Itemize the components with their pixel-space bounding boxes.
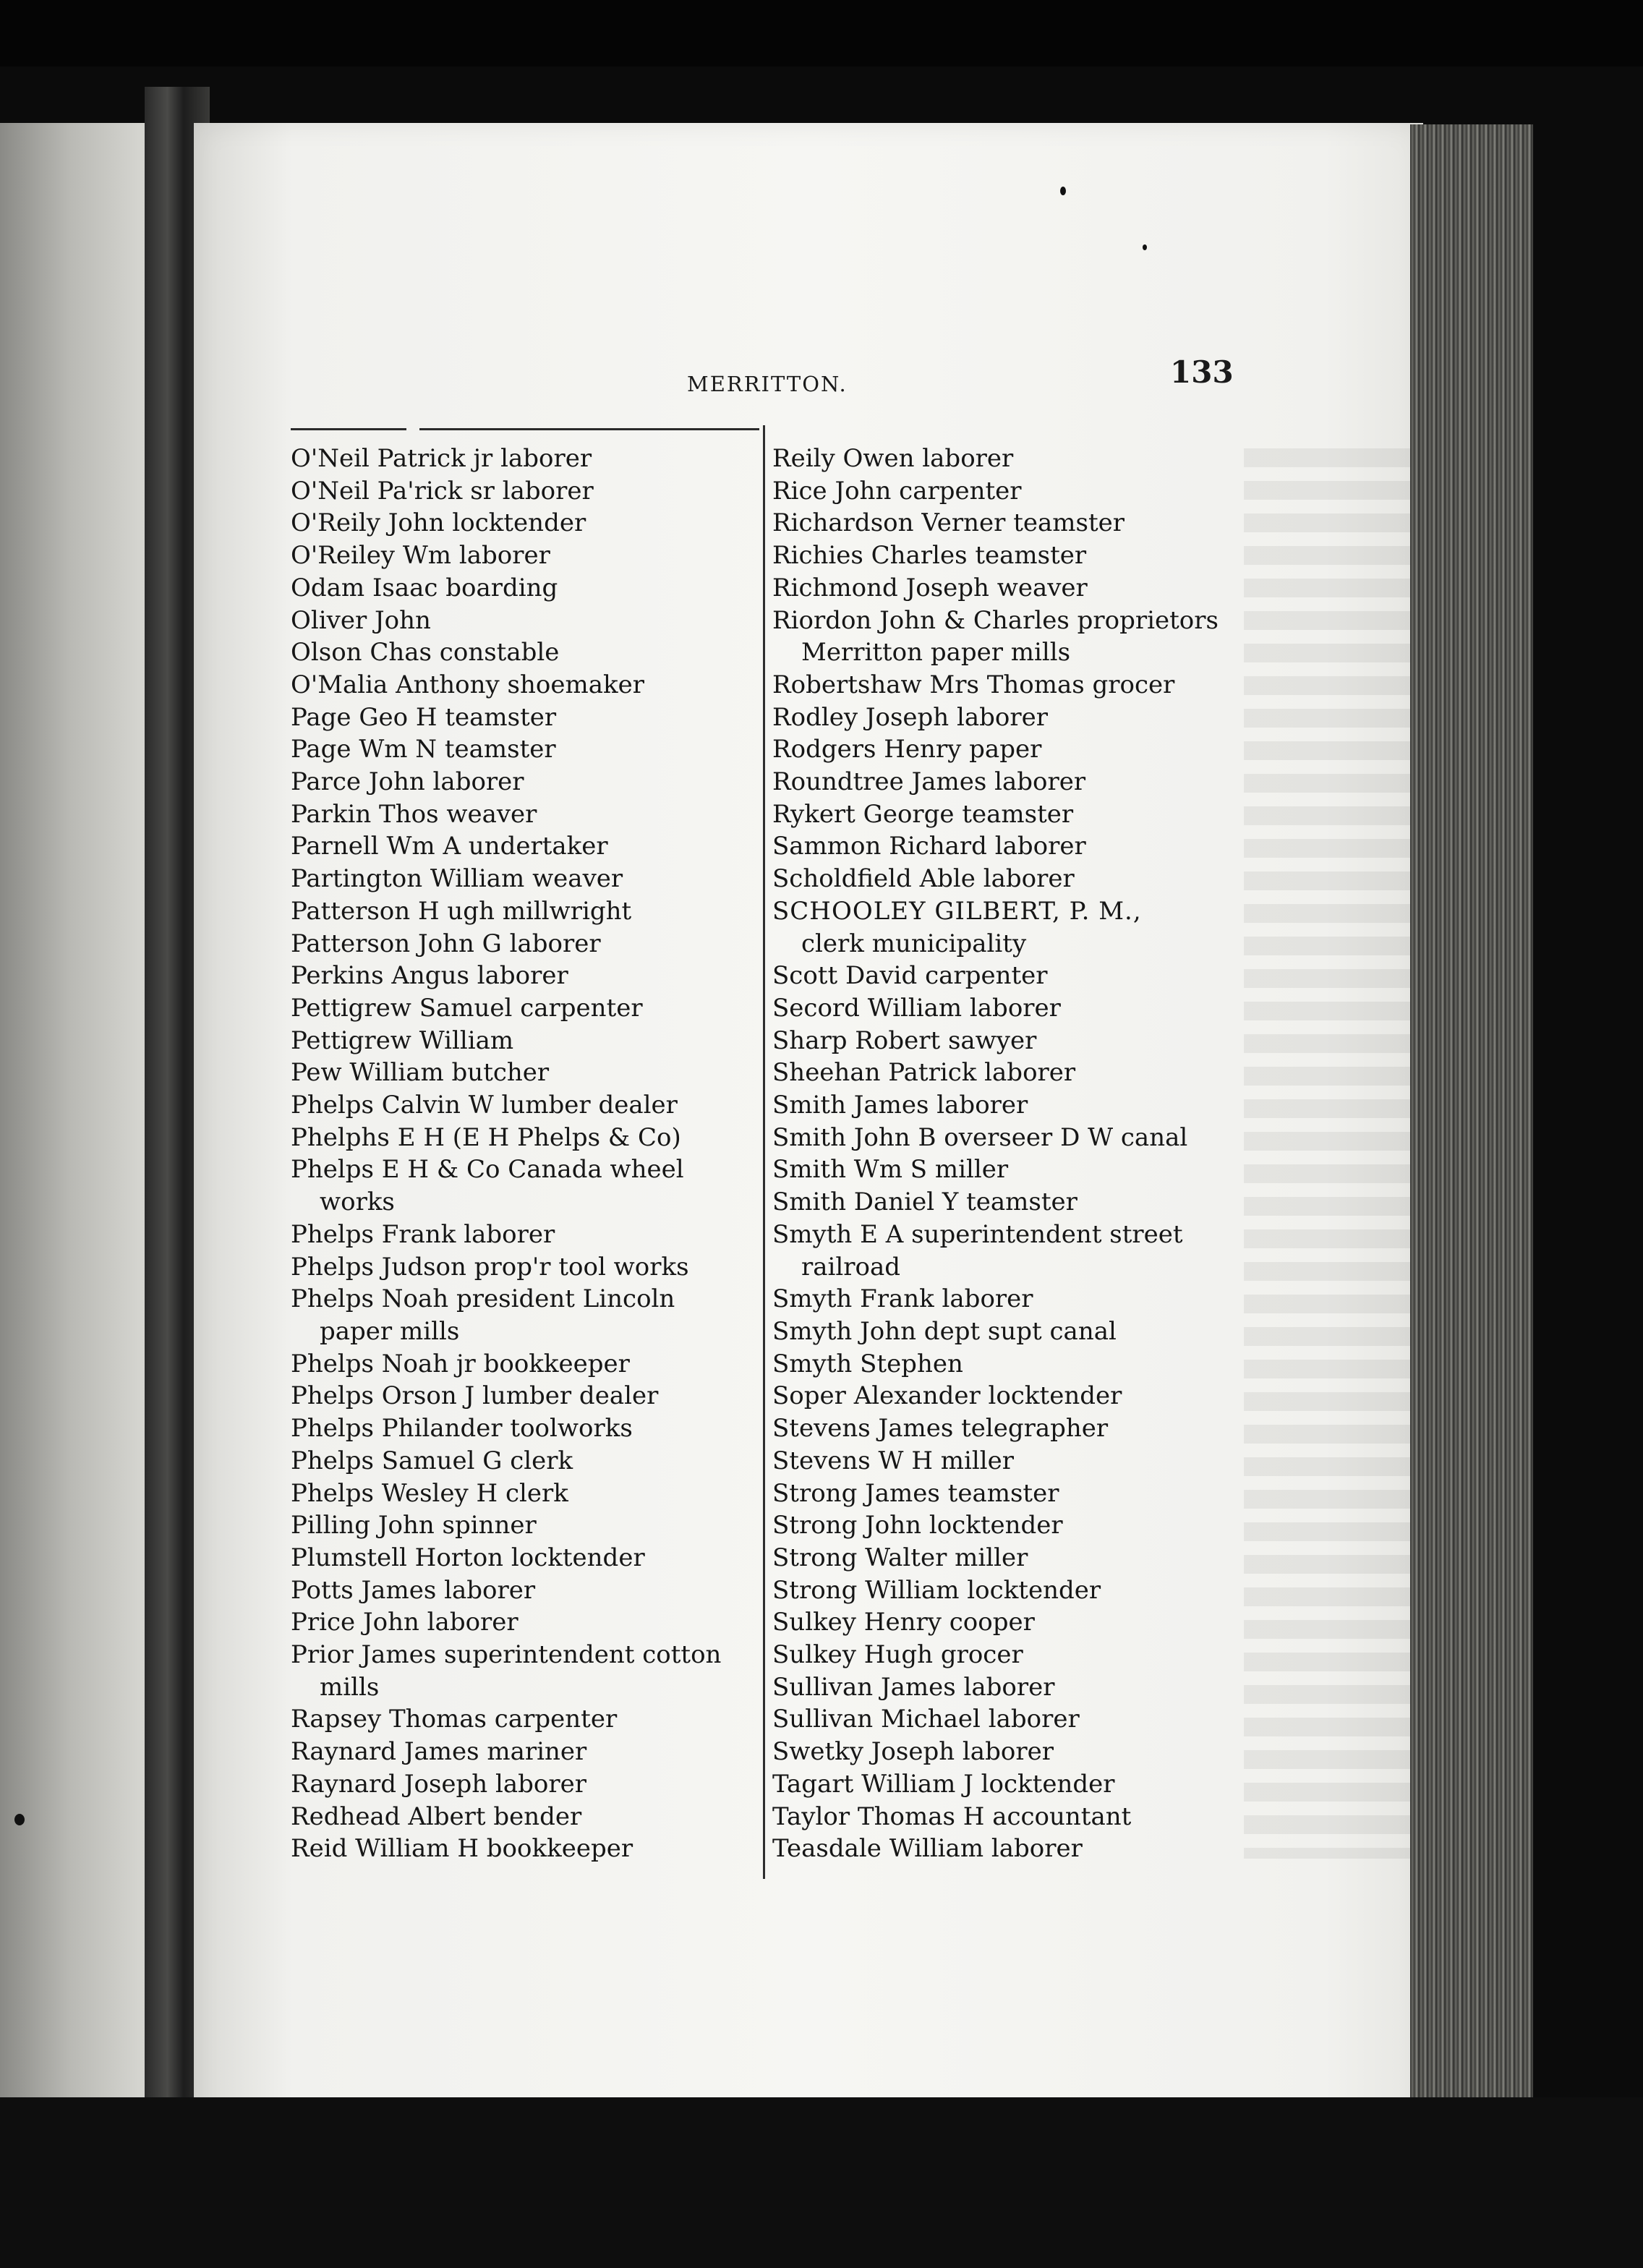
directory-entry: Odam Isaac boarding bbox=[291, 573, 558, 602]
directory-entry: Prior James superintendent cotton bbox=[291, 1640, 722, 1670]
directory-entry: Richies Charles teamster bbox=[772, 541, 1087, 571]
ink-speck bbox=[14, 1814, 25, 1825]
directory-entry-continuation: clerk municipality bbox=[801, 929, 1027, 958]
show-through-text bbox=[1244, 448, 1410, 1859]
directory-entry: Phelps E H & Co Canada wheel bbox=[291, 1155, 684, 1185]
directory-entry: Parkin Thos weaver bbox=[291, 799, 537, 829]
directory-entry: Stevens James telegrapher bbox=[772, 1414, 1109, 1444]
running-header: MERRITTON. bbox=[687, 372, 848, 396]
directory-entry: Smyth Frank laborer bbox=[772, 1284, 1033, 1314]
directory-entry-continuation: works bbox=[320, 1188, 395, 1217]
directory-entry: Sullivan Michael laborer bbox=[772, 1705, 1080, 1734]
directory-entry: O'Malia Anthony shoemaker bbox=[291, 670, 644, 699]
directory-entry: Secord William laborer bbox=[772, 993, 1061, 1023]
directory-entry: Parnell Wm A undertaker bbox=[291, 832, 608, 861]
directory-entry: Richardson Verner teamster bbox=[772, 508, 1125, 538]
directory-entry: Tagart William J locktender bbox=[772, 1769, 1115, 1799]
directory-entry: Oliver John bbox=[291, 605, 431, 635]
directory-entry: Phelps Philander toolworks bbox=[291, 1414, 633, 1444]
directory-entry: Swetky Joseph laborer bbox=[772, 1737, 1054, 1767]
directory-entry: Phelps Judson prop'r tool works bbox=[291, 1252, 689, 1282]
directory-entry: Raynard Joseph laborer bbox=[291, 1769, 586, 1799]
directory-entry: Raynard James mariner bbox=[291, 1737, 587, 1767]
directory-entry: Teasdale William laborer bbox=[772, 1834, 1083, 1864]
directory-entry: O'Neil Patrick jr laborer bbox=[291, 444, 592, 473]
directory-entry: Rodgers Henry paper bbox=[772, 735, 1042, 764]
directory-entry: Robertshaw Mrs Thomas grocer bbox=[772, 670, 1175, 699]
directory-entry: Reily Owen laborer bbox=[772, 444, 1014, 473]
directory-entry: Page Wm N teamster bbox=[291, 735, 556, 764]
directory-entry: Smith James laborer bbox=[772, 1091, 1028, 1120]
page-number: 133 bbox=[1170, 354, 1234, 390]
directory-entry-continuation: Merritton paper mills bbox=[801, 638, 1071, 668]
directory-entry: Price John laborer bbox=[291, 1608, 518, 1637]
scan-bottom-border bbox=[0, 2097, 1643, 2268]
directory-entry: Roundtree James laborer bbox=[772, 767, 1086, 797]
directory-entry: Phelps Samuel G clerk bbox=[291, 1446, 573, 1475]
directory-entry: Pilling John spinner bbox=[291, 1511, 537, 1540]
directory-entry: Scott David carpenter bbox=[772, 961, 1048, 991]
directory-entry: Sullivan James laborer bbox=[772, 1672, 1055, 1702]
directory-entry: Riordon John & Charles proprietors bbox=[772, 605, 1219, 635]
directory-entry: Stevens W H miller bbox=[772, 1446, 1015, 1475]
right-column bbox=[772, 443, 1250, 1865]
directory-entry: Patterson John G laborer bbox=[291, 929, 601, 958]
directory-entry: Phelps Noah president Lincoln bbox=[291, 1284, 675, 1314]
directory-entry: Strong Walter miller bbox=[772, 1543, 1028, 1572]
directory-entry: Perkins Angus laborer bbox=[291, 961, 568, 991]
directory-entry: Smith Wm S miller bbox=[772, 1155, 1009, 1185]
directory-entry: O'Reiley Wm laborer bbox=[291, 541, 550, 571]
directory-entry: Sheehan Patrick laborer bbox=[772, 1058, 1076, 1088]
directory-entry: Pettigrew William bbox=[291, 1026, 514, 1055]
directory-entry: Pettigrew Samuel carpenter bbox=[291, 993, 643, 1023]
directory-entry: Redhead Albert bender bbox=[291, 1802, 582, 1831]
directory-entry: Richmond Joseph weaver bbox=[772, 573, 1088, 602]
directory-entry: Taylor Thomas H accountant bbox=[772, 1802, 1132, 1831]
directory-entry-continuation: railroad bbox=[801, 1252, 901, 1282]
directory-entry: Phelps Orson J lumber dealer bbox=[291, 1381, 659, 1411]
directory-entry: Scholdfield Able laborer bbox=[772, 864, 1075, 894]
directory-entry: Smyth E A superintendent street bbox=[772, 1219, 1183, 1249]
directory-entry: Sulkey Hugh grocer bbox=[772, 1640, 1023, 1670]
ink-speck bbox=[1143, 244, 1147, 250]
directory-entry: Phelps Wesley H clerk bbox=[291, 1478, 568, 1508]
directory-entry: Partington William weaver bbox=[291, 864, 623, 894]
directory-entry: Phelps Frank laborer bbox=[291, 1219, 555, 1249]
directory-entry: Smith John B overseer D W canal bbox=[772, 1122, 1188, 1152]
directory-entry: Reid William H bookkeeper bbox=[291, 1834, 633, 1864]
directory-entry: Potts James laborer bbox=[291, 1575, 536, 1605]
directory-entry: Smith Daniel Y teamster bbox=[772, 1188, 1077, 1217]
directory-entry: Phelps Calvin W lumber dealer bbox=[291, 1091, 678, 1120]
left-column bbox=[291, 443, 790, 1865]
directory-entry: Soper Alexander locktender bbox=[772, 1381, 1122, 1411]
page-edges bbox=[1410, 124, 1533, 2106]
ink-speck bbox=[1060, 187, 1066, 195]
directory-entry: Patterson H ugh millwright bbox=[291, 896, 632, 926]
directory-entry: Strong James teamster bbox=[772, 1478, 1059, 1508]
directory-entry: Phelphs E H (E H Phelps & Co) bbox=[291, 1122, 681, 1152]
directory-entry: Rykert George teamster bbox=[772, 799, 1074, 829]
directory-entry: Sharp Robert sawyer bbox=[772, 1026, 1037, 1055]
directory-entry: O'Reily John locktender bbox=[291, 508, 586, 538]
directory-entry: O'Neil Pa'rick sr laborer bbox=[291, 476, 594, 506]
directory-entry: Strong John locktender bbox=[772, 1511, 1063, 1540]
directory-entry: Smyth Stephen bbox=[772, 1349, 963, 1378]
directory-entry: Rice John carpenter bbox=[772, 476, 1022, 506]
directory-entry: Strong William locktender bbox=[772, 1575, 1101, 1605]
header-rule-middle bbox=[419, 428, 759, 430]
directory-entry: Plumstell Horton locktender bbox=[291, 1543, 645, 1572]
header-rule-left bbox=[291, 428, 406, 430]
directory-entry-continuation: paper mills bbox=[320, 1316, 460, 1346]
directory-entry: Sammon Richard laborer bbox=[772, 832, 1086, 861]
directory-entry: Rapsey Thomas carpenter bbox=[291, 1705, 618, 1734]
directory-entry: SCHOOLEY GILBERT, P. M., bbox=[772, 896, 1142, 926]
directory-entry: Page Geo H teamster bbox=[291, 702, 557, 732]
directory-entry: Parce John laborer bbox=[291, 767, 524, 797]
scan-top-border bbox=[0, 0, 1643, 67]
directory-entry: Pew William butcher bbox=[291, 1058, 550, 1088]
directory-entry: Sulkey Henry cooper bbox=[772, 1608, 1035, 1637]
directory-entry: Olson Chas constable bbox=[291, 638, 560, 668]
directory-entry: Rodley Joseph laborer bbox=[772, 702, 1048, 732]
directory-entry: Phelps Noah jr bookkeeper bbox=[291, 1349, 630, 1378]
directory-entry-continuation: mills bbox=[320, 1672, 380, 1702]
directory-entry: Smyth John dept supt canal bbox=[772, 1316, 1117, 1346]
